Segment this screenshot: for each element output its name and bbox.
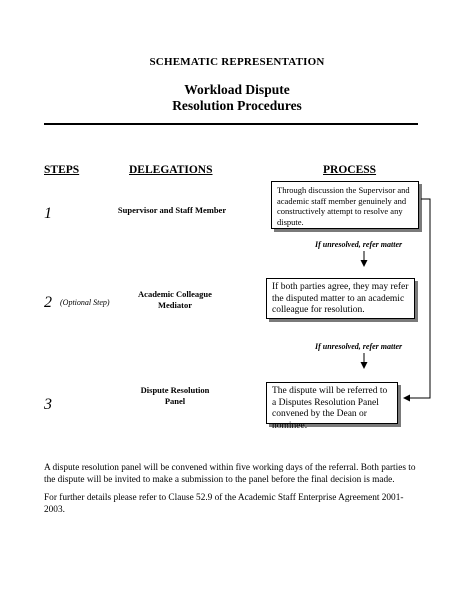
delegation-step-3-line1: Dispute Resolution: [140, 385, 210, 395]
optional-step-note: (Optional Step): [60, 298, 110, 307]
escalation-connector-arrow: [404, 199, 430, 398]
delegation-step-2-line1: Academic Colleague: [138, 289, 212, 299]
process-text-step-3: The dispute will be referred to a Disputes Resolution Panel convened by the Dean or nominee.: [272, 386, 388, 431]
footer-paragraph-2: For further details please refer to Clause 52.9 of the Academic Staff Enterprise Agreement 2001-2003.: [44, 493, 404, 515]
step-number-2: 2: [44, 294, 52, 311]
process-text-step-2: If both parties agree, they may refer the disputed matter to an academic colleague for resolution.: [272, 282, 409, 315]
refer-label-2: If unresolved, refer matter: [315, 342, 403, 351]
step-number-3: 3: [44, 396, 52, 413]
step-number-1: 1: [44, 205, 52, 222]
schematic-title: SCHEMATIC REPRESENTATION: [149, 56, 325, 68]
column-heading-process: PROCESS: [323, 164, 377, 176]
page-title-line1: Workload Dispute: [184, 82, 290, 97]
delegation-step-2-line2: Mediator: [158, 300, 192, 310]
delegation-step-3-line2: Panel: [164, 396, 186, 406]
delegation-step-1-line1: Supervisor and Staff Member: [117, 205, 227, 215]
footer-paragraph-1: A dispute resolution panel will be convened within five working days of the referral. Both parties to the dispute will be invited to make a submission to the panel before the final decision is made.: [44, 463, 416, 485]
column-heading-steps: STEPS: [44, 164, 80, 176]
page-title-line2: Resolution Procedures: [172, 98, 302, 113]
process-text-step-1: Through discussion the Supervisor and academic staff member genuinely and constructively attempt to resolve any dispute.: [277, 185, 410, 227]
refer-label-1: If unresolved, refer matter: [315, 240, 403, 249]
column-heading-delegations: DELEGATIONS: [129, 164, 213, 176]
